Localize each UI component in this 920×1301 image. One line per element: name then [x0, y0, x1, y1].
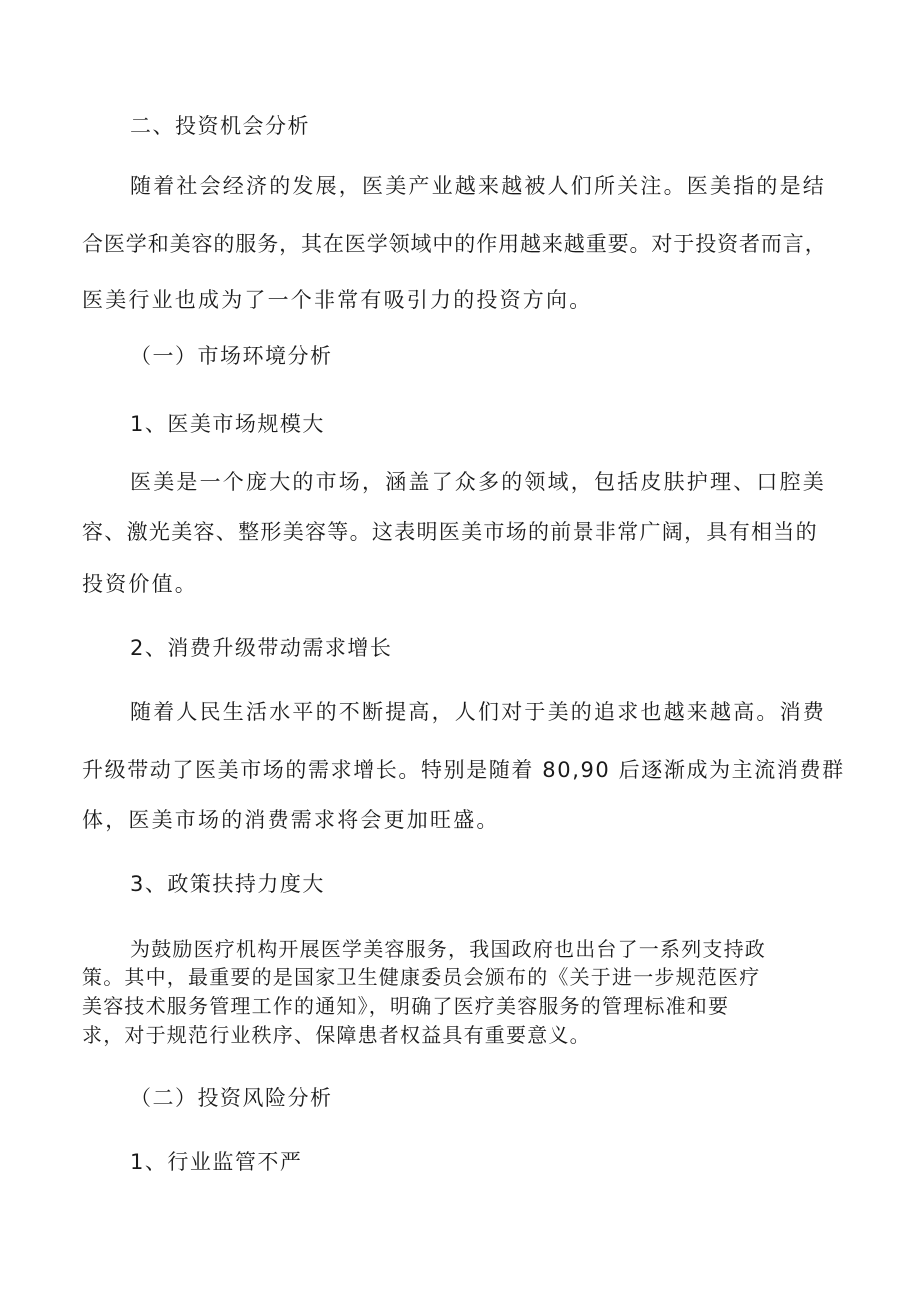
subsection-title-market: （一）市场环境分析	[130, 344, 333, 368]
item-3-line-1: 为鼓励医疗机构开展医学美容服务，我国政府也出台了一系列支持政	[130, 937, 766, 961]
item-3-line-4: 求，对于规范行业秩序、保障患者权益具有重要意义。	[82, 1023, 591, 1047]
subsection-title-risk: （二）投资风险分析	[130, 1086, 333, 1110]
intro-line-1: 随着社会经济的发展，医美产业越来越被人们所关注。医美指的是结	[130, 174, 826, 198]
risk-item-heading-1: 1、行业监管不严	[130, 1150, 303, 1174]
item-3-line-2: 策。其中，最重要的是国家卫生健康委员会颁布的《关于进一步规范医疗	[82, 965, 761, 989]
item-1-line-3: 投资价值。	[82, 572, 198, 596]
intro-line-2: 合医学和美容的服务，其在医学领域中的作用越来越重要。对于投资者而言，	[82, 232, 827, 256]
item-heading-3: 3、政策扶持力度大	[130, 872, 325, 896]
item-heading-1: 1、医美市场规模大	[130, 412, 325, 436]
item-heading-2: 2、消费升级带动需求增长	[130, 636, 393, 660]
item-1-line-2: 容、激光美容、整形美容等。这表明医美市场的前景非常广阔，具有相当的	[82, 520, 818, 544]
item-2-line-3: 体，医美市场的消费需求将会更加旺盛。	[82, 808, 500, 832]
section-title: 二、投资机会分析	[130, 114, 310, 138]
intro-line-3: 医美行业也成为了一个非常有吸引力的投资方向。	[82, 288, 593, 312]
item-2-line-2: 升级带动了医美市场的需求增长。特别是随着 80,90 后逐渐成为主流消费群	[82, 758, 845, 782]
item-1-line-1: 医美是一个庞大的市场，涵盖了众多的领域，包括皮肤护理、口腔美	[130, 470, 826, 494]
item-2-line-1: 随着人民生活水平的不断提高，人们对于美的追求也越来越高。消费	[130, 700, 826, 724]
item-3-line-3: 美容技术服务管理工作的通知》，明确了医疗美容服务的管理标准和要	[82, 994, 730, 1018]
